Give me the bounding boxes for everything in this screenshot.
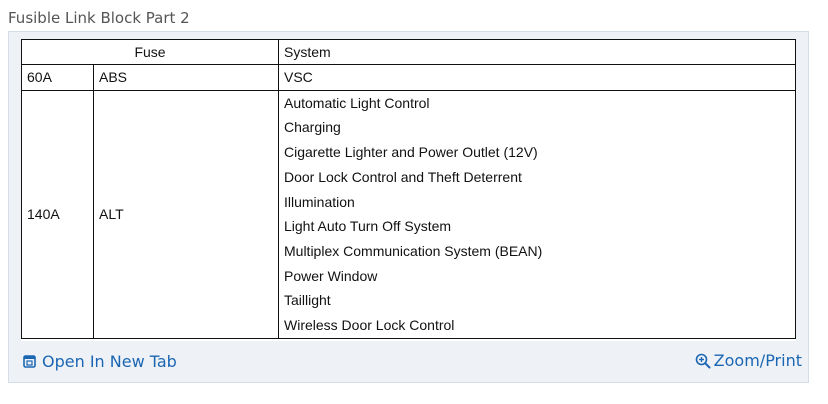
table-footer xyxy=(9,341,808,382)
fuse-rating-cell: 140A xyxy=(22,90,94,338)
system-item: Door Lock Control and Theft Deterrent xyxy=(284,168,522,185)
fuse-code-cell: ALT xyxy=(94,90,279,338)
table-row xyxy=(22,90,796,338)
table-frame xyxy=(8,31,809,383)
system-item: VSC xyxy=(284,69,313,85)
table-header-row xyxy=(22,40,796,65)
header-system: System xyxy=(279,40,796,65)
fuse-code-cell: ABS xyxy=(94,65,279,91)
fuse-table xyxy=(21,39,796,339)
zoom-in-icon xyxy=(695,353,711,369)
header-fuse: Fuse xyxy=(22,40,279,65)
open-new-tab-icon xyxy=(23,355,36,368)
system-item: Automatic Light Control xyxy=(284,94,430,111)
table-row xyxy=(22,65,796,91)
system-cell xyxy=(279,65,796,91)
system-cell xyxy=(279,90,796,338)
system-item: Light Auto Turn Off System xyxy=(284,218,452,235)
system-item: Multiplex Communication System (BEAN) xyxy=(284,242,543,259)
system-item: Wireless Door Lock Control xyxy=(284,317,455,334)
system-item: Cigarette Lighter and Power Outlet (12V) xyxy=(284,144,538,161)
open-in-new-tab-link[interactable] xyxy=(23,352,177,371)
system-item: Power Window xyxy=(284,267,378,284)
system-item: Taillight xyxy=(284,292,331,309)
table-caption: Fusible Link Block Part 2 xyxy=(8,9,190,27)
open-in-new-tab-label: Open In New Tab xyxy=(42,352,177,371)
system-item: Illumination xyxy=(284,193,355,210)
table-wrapper xyxy=(21,39,796,341)
zoom-print-label: Zoom/Print xyxy=(713,351,802,370)
zoom-print-link[interactable] xyxy=(695,351,802,370)
fuse-rating-cell: 60A xyxy=(22,65,94,91)
system-item: Charging xyxy=(284,119,341,136)
